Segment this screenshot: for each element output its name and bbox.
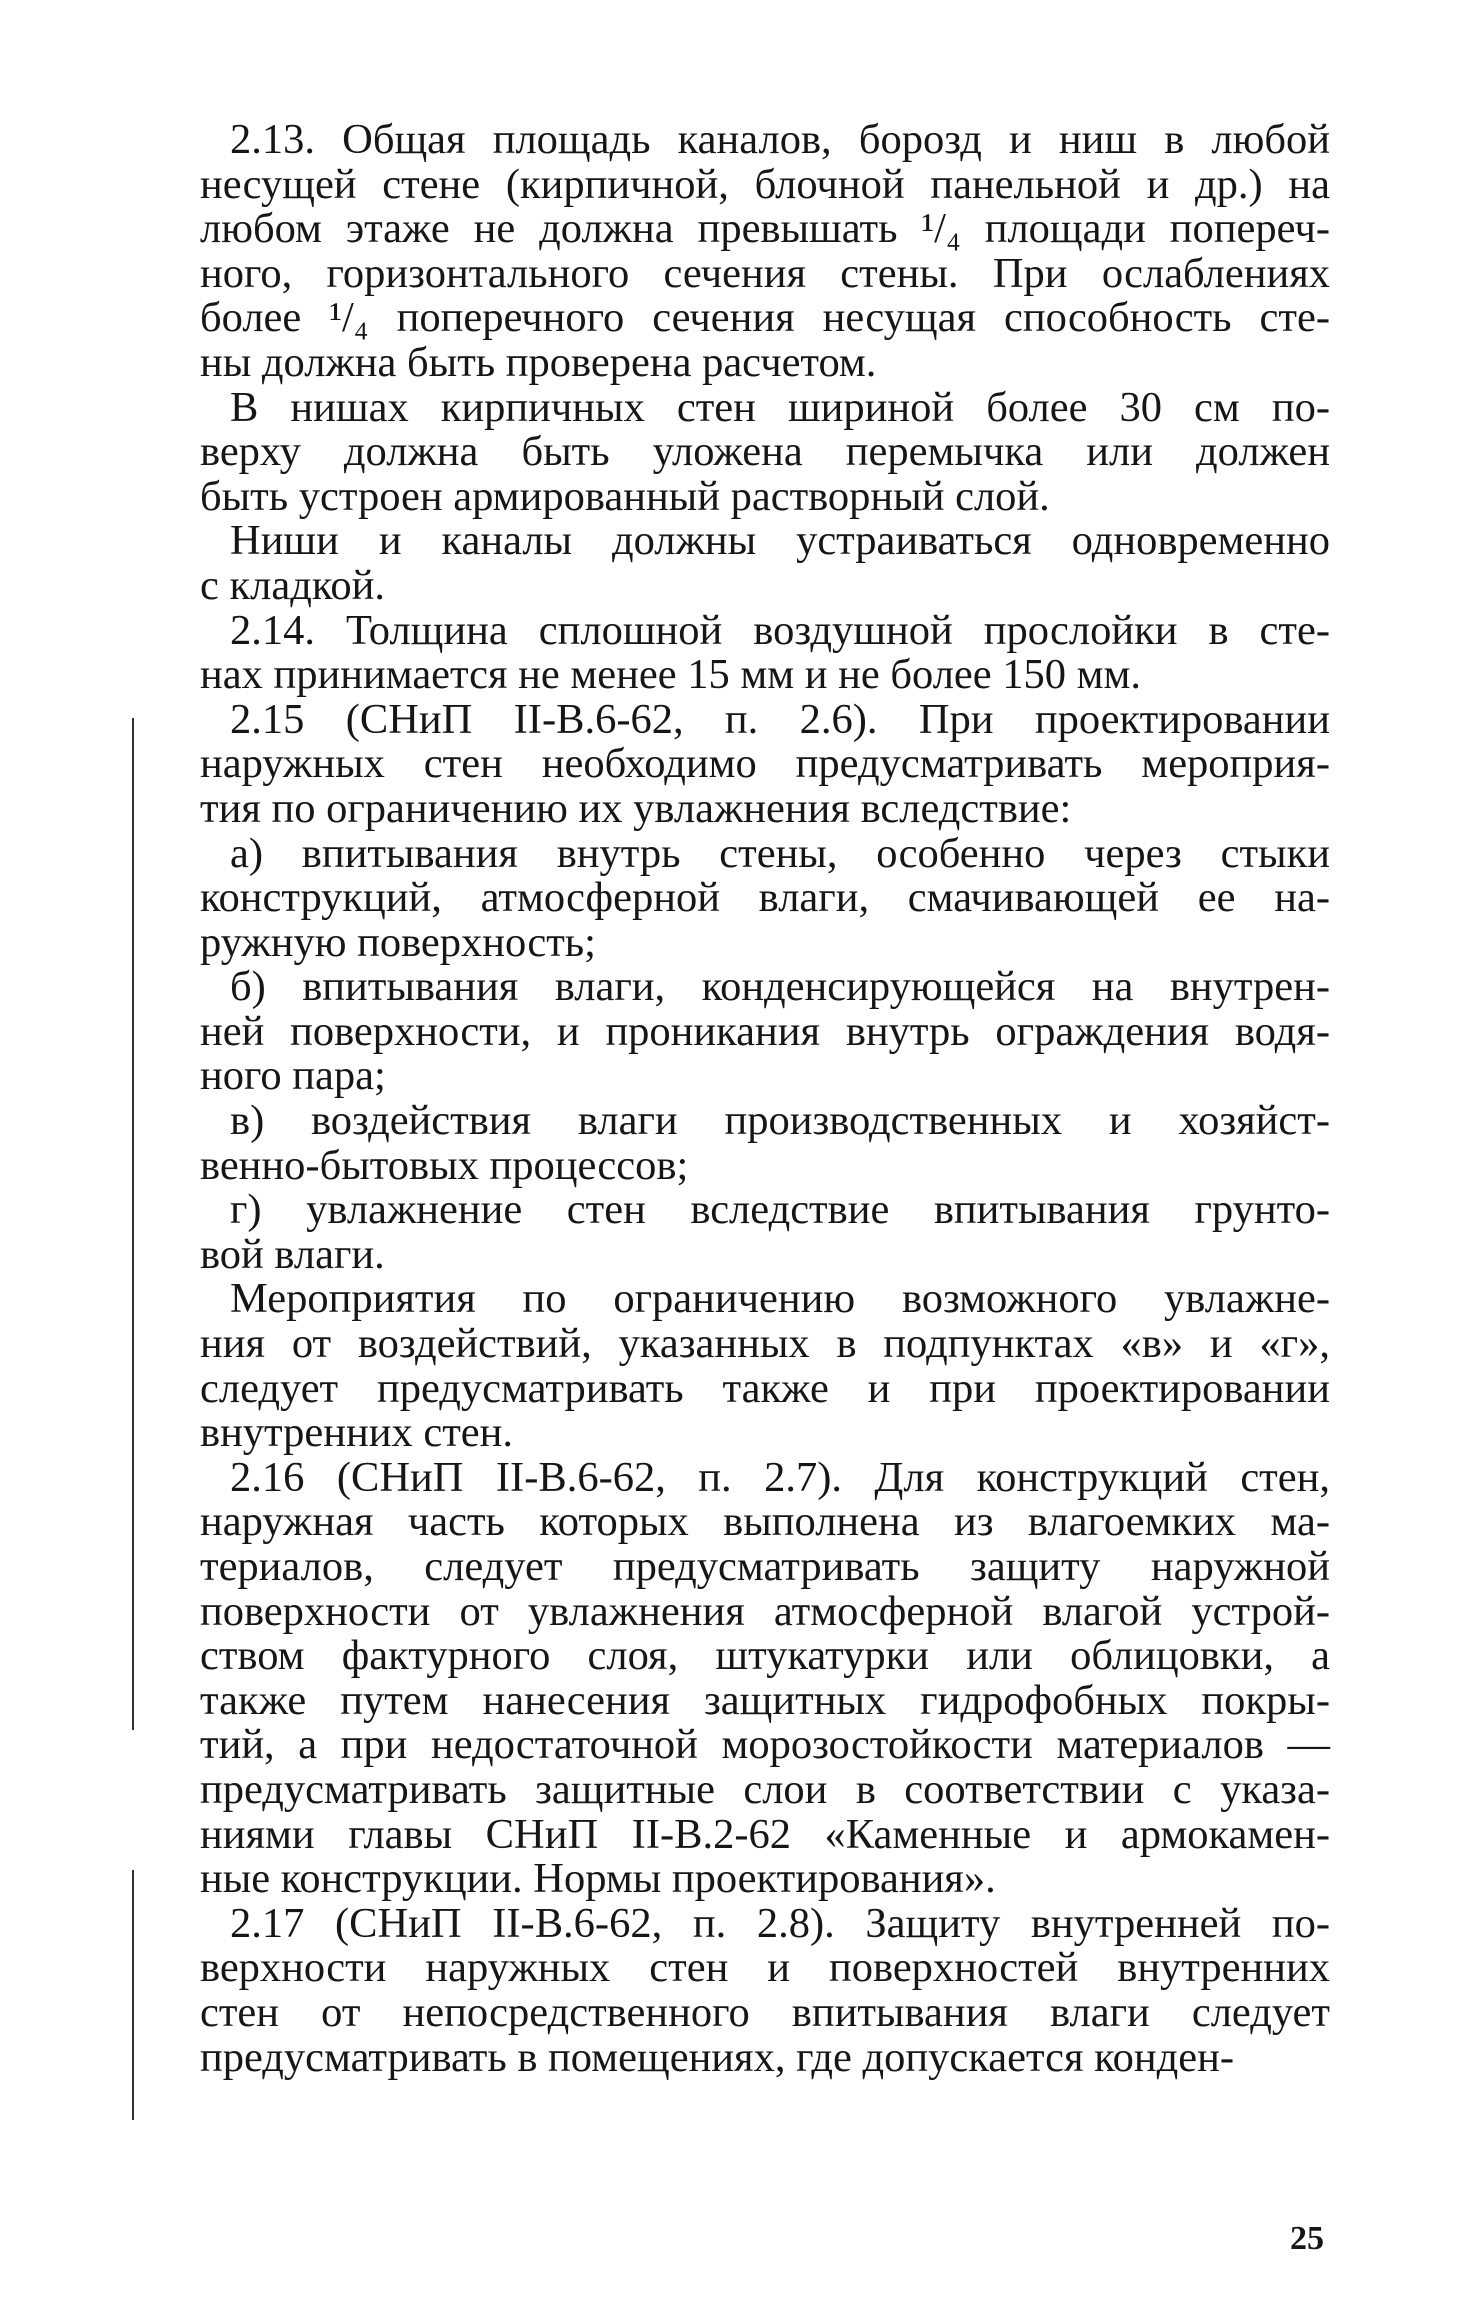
text-line: верхности наружных стен и поверхностей внутренних — [200, 1944, 1330, 1992]
paragraph-p-g — [200, 1188, 1330, 1277]
text-line: ружную поверхность; — [200, 918, 596, 966]
paragraph-p-2-13 — [200, 118, 1330, 386]
text-line: нах принимается не менее 15 мм и не более 150 мм. — [200, 651, 1142, 699]
text-line: более ¹/₄ поперечного сечения несущая способность сте- — [200, 294, 1330, 342]
text-line: вой влаги. — [200, 1230, 385, 1278]
text-line: предусматривать защитные слои в соответствии с указа- — [200, 1765, 1330, 1813]
text-line: поверхности от увлажнения атмосферной влагой устрой- — [200, 1587, 1330, 1635]
text-line: 2.13. Общая площадь каналов, борозд и ниш в любой — [230, 116, 1330, 163]
margin-change-bar-bottom — [132, 1870, 134, 2120]
text-line: следует предусматривать также и при проектировании — [200, 1364, 1330, 1412]
text-line: с кладкой. — [200, 561, 385, 609]
text-line: Ниши и каналы должны устраиваться одновременно — [230, 517, 1330, 565]
text-line: тий, а при недостаточной морозостойкости материалов — — [200, 1721, 1330, 1769]
text-line: В нишах кирпичных стен шириной более 30 см по- — [230, 383, 1330, 431]
paragraph-p-2-15 — [200, 695, 1330, 832]
text-line: 2.15 (СНиП II-В.6-62, п. 2.6). При проектировании — [230, 695, 1330, 743]
text-line: 2.17 (СНиП II-В.6-62, п. 2.8). Защиту внутренней по- — [230, 1899, 1330, 1947]
paragraph-p-2-17 — [200, 1899, 1330, 2081]
text-line: венно-бытовых процессов; — [200, 1141, 689, 1189]
text-line: наружная часть которых выполнена из влагоемких ма- — [200, 1498, 1330, 1546]
text-line: ны должна быть проверена расчетом. — [200, 338, 877, 386]
paragraph-p-2-16 — [200, 1453, 1330, 1903]
text-line: Мероприятия по ограничению возможного увлажне- — [230, 1275, 1330, 1323]
text-line: любом этаже не должна превышать ¹/₄ площади попереч- — [200, 205, 1330, 253]
paragraph-p-niches-2 — [200, 519, 1330, 608]
text-line: несущей стене (кирпичной, блочной панельной и др.) на — [200, 160, 1330, 208]
text-line: териалов, следует предусматривать защиту наружной — [200, 1543, 1330, 1590]
text-line: быть устроен армированный растворный слой. — [200, 472, 1050, 520]
text-line: стен от непосредственного впитывания влаги следует — [200, 1988, 1330, 2036]
paragraph-p-niches — [200, 383, 1330, 520]
text-line: также путем нанесения защитных гидрофобных покры- — [200, 1676, 1330, 1724]
text-line: ней поверхности, и проникания внутрь ограждения водя- — [200, 1007, 1330, 1055]
text-line: ные конструкции. Нормы проектирования». — [200, 1855, 996, 1903]
text-line: наружных стен необходимо предусматривать мероприя- — [200, 740, 1330, 788]
text-line: 2.16 (СНиП II-В.6-62, п. 2.7). Для конструкций стен, — [230, 1453, 1330, 1501]
page-body — [200, 118, 1330, 2080]
text-line: ного пара; — [200, 1052, 386, 1100]
page-number: 25 — [1290, 2220, 1324, 2257]
paragraph-p-a — [200, 829, 1330, 966]
text-line: ния от воздействий, указанных в подпунктах «в» и «г», — [200, 1320, 1330, 1368]
text-line: б) впитывания влаги, конденсирующейся на внутрен- — [230, 963, 1330, 1011]
text-line: предусматривать в помещениях, где допускается конден- — [200, 2033, 1234, 2081]
text-line: конструкций, атмосферной влаги, смачивающей ее на- — [200, 874, 1330, 922]
text-line: ниями главы СНиП II-В.2-62 «Каменные и армокамен- — [200, 1810, 1330, 1858]
margin-change-bar — [132, 718, 134, 1730]
paragraph-p-v — [200, 1099, 1330, 1188]
text-line: г) увлажнение стен вследствие впитывания грунто- — [230, 1186, 1330, 1234]
paragraph-p-measures — [200, 1277, 1330, 1455]
text-line: ством фактурного слоя, штукатурки или облицовки, а — [200, 1632, 1330, 1680]
text-line: а) впитывания внутрь стены, особенно через стыки — [230, 829, 1330, 877]
paragraph-p-2-14 — [200, 606, 1330, 699]
text-line: внутренних стен. — [200, 1409, 514, 1457]
text-line: тия по ограничению их увлажнения вследствие: — [200, 784, 1072, 832]
text-line: ного, горизонтального сечения стены. При ослаблениях — [200, 249, 1330, 297]
paragraph-p-b — [200, 965, 1330, 1099]
text-line: в) воздействия влаги производственных и хозяйст- — [230, 1097, 1330, 1145]
text-line: 2.14. Толщина сплошной воздушной прослойки в сте- — [230, 606, 1330, 654]
text-line: верху должна быть уложена перемычка или должен — [200, 428, 1330, 476]
